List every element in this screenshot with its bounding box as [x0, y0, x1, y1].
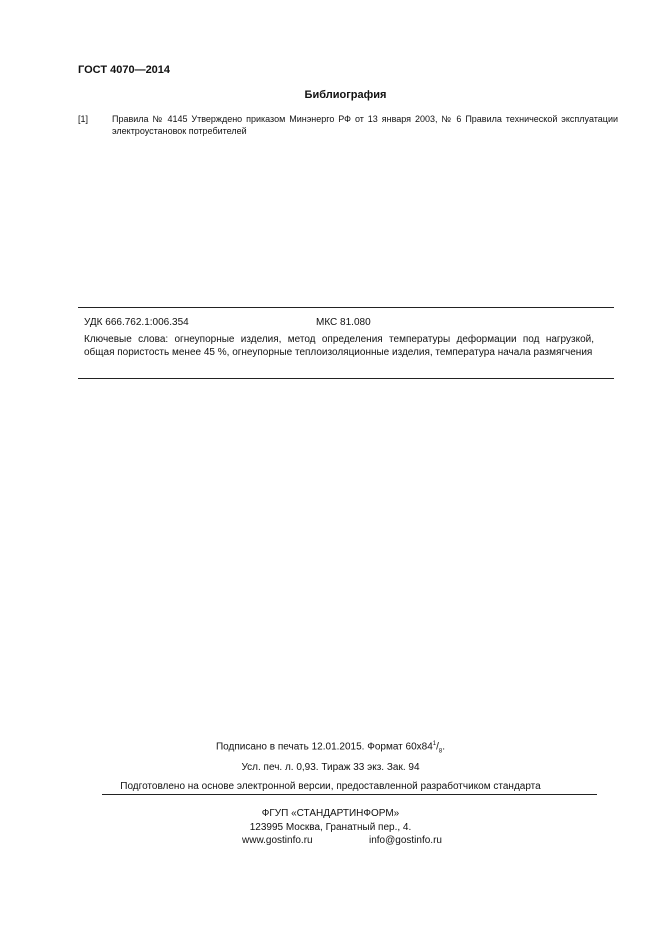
bibliography-item-text: Правила № 4145 Утверждено приказом Минэнерго РФ от 13 января 2003, № 6 Правила технической эксплуатации электроустановок потребителей	[112, 114, 618, 136]
classification-bottom-rule	[78, 378, 614, 379]
imprint-rule	[102, 794, 597, 795]
publisher-address: 123995 Москва, Гранатный пер., 4.	[249, 822, 412, 833]
bibliography-item-number: [1]	[78, 114, 89, 124]
publisher-name: ФГУП «СТАНДАРТИНФОРМ»	[261, 808, 400, 819]
format-denominator: 8	[438, 748, 443, 755]
signed-to-print: Подписано в печать 12.01.2015. Формат $60х84^1/_8$.	[215, 741, 446, 755]
prepared-note: Подготовлено на основе электронной версии, предоставленной разработчиком стандарта	[120, 781, 541, 792]
publisher-website[interactable]: www.gostinfo.ru	[242, 835, 313, 846]
mks-code: МКС 81.080	[316, 317, 371, 328]
document-code: ГОСТ 4070—2014	[78, 64, 171, 76]
publisher-email[interactable]: info@gostinfo.ru	[369, 835, 442, 846]
udk-code: УДК 666.762.1:006.354	[84, 317, 189, 328]
keywords: Ключевые слова: огнеупорные изделия, метод определения температуры деформации под нагрузкой, общая пористость менее 45 %, огнеупорные теплоизоляционные изделия, температура начала размягчения	[84, 334, 594, 358]
signed-to-print-text: Подписано в печать 12.01.2015. Формат 60х84	[215, 741, 433, 753]
classification-top-rule	[78, 307, 614, 308]
format-numerator: 1	[432, 741, 437, 747]
print-info: Усл. печ. л. 0,93. Тираж 33 экз. Зак. 94	[241, 762, 420, 773]
bibliography-title: Библиография	[304, 89, 387, 101]
